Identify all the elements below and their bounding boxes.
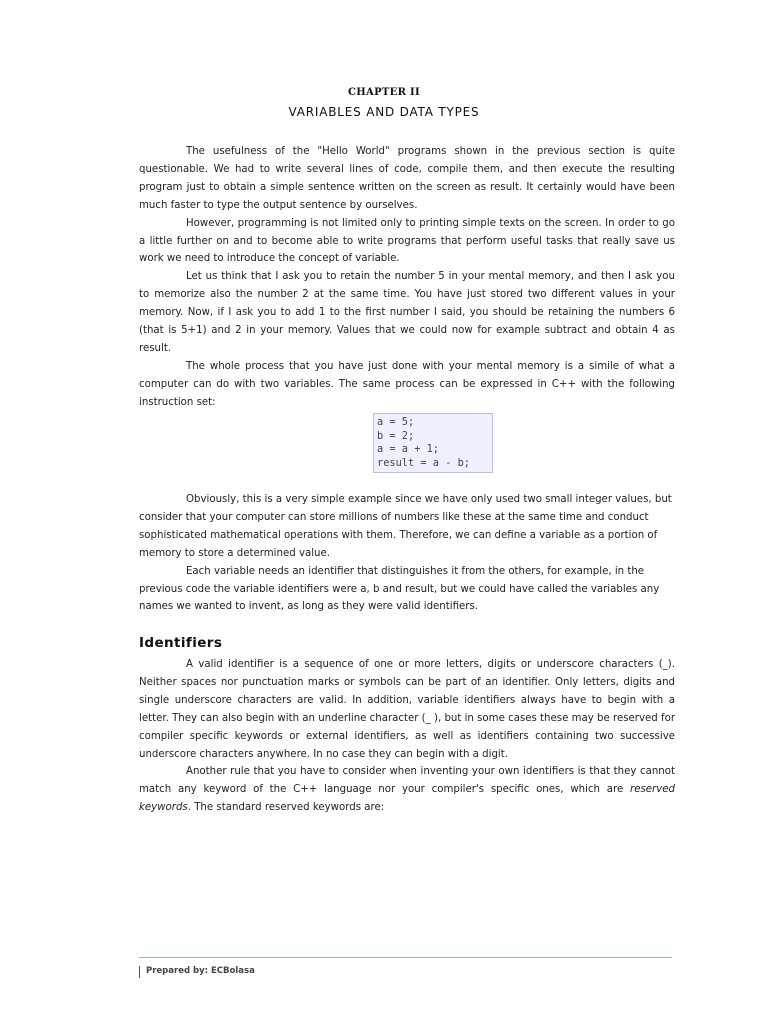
paragraph: Let us think that I ask you to retain the number 5 in your mental memory, and then I ask you to memorize also the number 2 at the same time. You have just stored two different values in your memory. Now, if I ask you to add 1 to the first number I said, you should be retaining the numbers 6 (that is 5+1) and 2 in your memory. Values that we could now for example subtract and obtain 4 as result. (139, 271, 675, 354)
code-block (373, 413, 493, 473)
intro-section (139, 143, 675, 412)
footer-divider (139, 957, 672, 958)
paragraph (139, 763, 675, 817)
paragraph: A valid identifier is a sequence of one or more letters, digits or underscore characters (_). Neither spaces nor punctuation marks or symbols can be part of an identifier. Only letters, digits and single underscore characters are valid. In addition, variable identifiers always have to begin with a letter. They can also begin with an underline character (_ ), but in some cases these may be reserved for compiler specific keywords or external identifiers, as well as identifiers containing two successive underscore characters anywhere. In no case they can begin with a digit. (139, 659, 676, 760)
paragraph-text: Another rule that you have to consider when inventing your own identifiers is that they cannot match any keyword of the C++ language nor your compiler's specific ones, which are (139, 766, 675, 796)
identifiers-heading: Identifiers (139, 635, 223, 651)
paragraph: Each variable needs an identifier that distinguishes it from the others, for example, in the previous code the variable identifiers were a, b and result, but we could have called the variables any names we wanted to invent, as long as they were valid identifiers. (139, 565, 660, 613)
paragraph-text: . The standard reserved keywords are: (187, 802, 385, 814)
paragraph: Obviously, this is a very simple example since we have only used two small integer values, but consider that your computer can store millions of numbers like these at the same time and conduct sophisticated mathematical operations with them. Therefore, we can define a variable as a portion of memory to store a determined value. (139, 494, 672, 559)
footer-bar (139, 966, 140, 978)
paragraph: The whole process that you have just done with your mental memory is a simile of what a computer can do with two variables. The same process can be expressed in C++ with the following instruction set: (139, 360, 675, 408)
code-line: result = a - b; (377, 456, 470, 469)
code-line: b = 2; (377, 429, 415, 442)
paragraph: The usefulness of the "Hello World" programs shown in the previous section is quite questionable. We had to write several lines of code, compile them, and then execute the resulting program just to obtain a simple sentence written on the screen as result. It certainly would have been much faster to type the output sentence by ourselves. (139, 146, 675, 211)
footer-credit: Prepared by: ECBolasa (146, 966, 255, 976)
code-line: a = 5; (377, 416, 415, 428)
variables-section (139, 491, 675, 616)
chapter-title: VARIABLES AND DATA TYPES (288, 105, 480, 119)
identifiers-section (139, 656, 675, 817)
paragraph: However, programming is not limited only to printing simple texts on the screen. In order to go a little further on and to become able to write programs that perform useful tasks that really save us work we need to introduce the concept of variable. (139, 217, 675, 265)
emphasis-text: reserved keywords (139, 784, 675, 814)
code-line: a = a + 1; (377, 443, 439, 456)
chapter-label: CHAPTER II (348, 87, 420, 98)
